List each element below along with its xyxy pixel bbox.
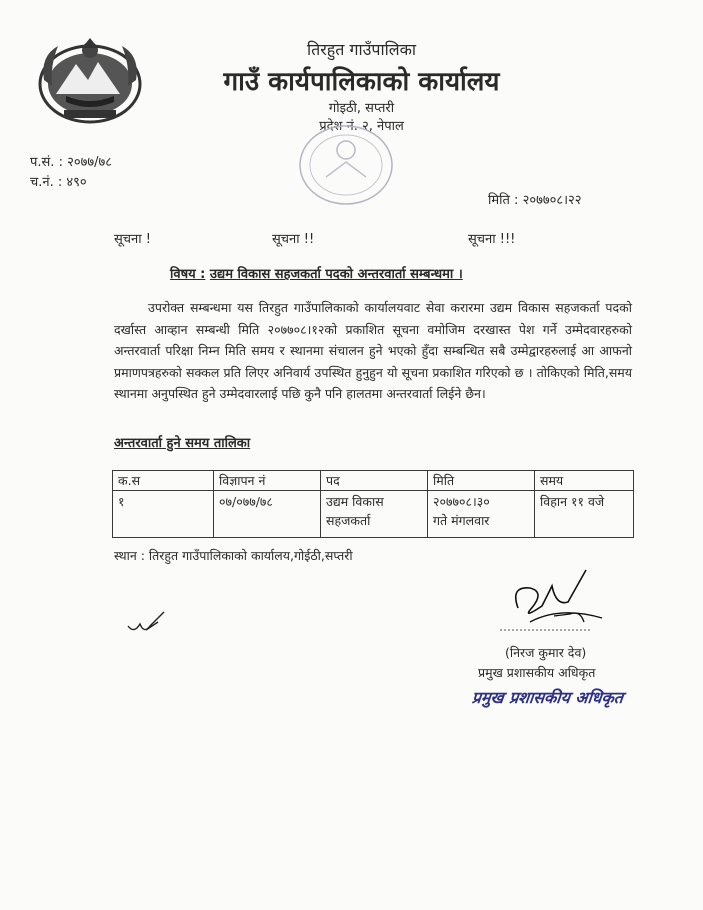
cell-time: विहान ११ वजे [535, 491, 634, 538]
office-title: गाउँ कार्यपालिकाको कार्यालय [223, 67, 500, 97]
date-line-1: २०७७०८।३० [433, 494, 490, 509]
signatory-name: (निरज कुमार देव) [505, 645, 587, 660]
schedule-table [112, 470, 634, 538]
date-line-2: गते मंगलवार [433, 513, 490, 528]
designation-stamp: प्रमुख प्रशासकीय अधिकृत [470, 688, 625, 707]
col-header-time: समय [535, 471, 634, 491]
cell-sn: १ [113, 491, 214, 538]
initial-mark [124, 608, 172, 640]
letter-date: मिति : २०७७०८।२२ [488, 193, 582, 208]
col-header-date: मिति [428, 471, 535, 491]
venue-line: स्थान : तिरहुत गाउँपालिकाको कार्यालय,गोईठी,सप्तरी [114, 548, 353, 563]
dispatch-number: च.नं. : ४९० [30, 175, 87, 190]
col-header-sn: क.स [113, 471, 214, 491]
table-row [113, 491, 634, 538]
municipality-name: तिरहुत गाउँपालिका [306, 40, 417, 59]
signatory-title: प्रमुख प्रशासकीय अधिकृत [478, 665, 596, 680]
cell-post [321, 491, 428, 538]
notice-heading-1: सूचना ! [114, 232, 151, 247]
office-province: प्रदेश नं. २, नेपाल [319, 119, 404, 134]
office-location: गोइठी, सप्तरी [328, 101, 395, 116]
notice-heading-2: सूचना !! [272, 232, 315, 247]
subject-line [170, 264, 463, 282]
col-header-ad-no: विज्ञापन नं [214, 471, 321, 491]
letter-number: प.सं. : २०७७/७८ [30, 155, 113, 170]
subject-label: विषय : [170, 267, 206, 282]
body-paragraph: उपरोक्त सम्बन्धमा यस तिरहुत गाउँपालिकाको कार्यालयवाट सेवा करारमा उद्यम विकास सहजकर्ता पदको दर्खास्त आव्हान सम्बन्धी मिति २०७७०८।१२को प्रकाशित सूचना वमोजिम दरखास्त पेश गर्ने उम्मेदवारहरुको अन्तरवार्ता परिक्षा निम्न मिति समय र स्थानमा संचालन हुने भएको हुँदा सम्बन्धित सबै उम्मेद्वारहरुलाई आ आफनो प्रमाणपत्रहरुको सक्कल प्रति लिएर अनिवार्य उपस्थित हुनुहुन यो सूचना प्रकाशित गरिएको छ । तोकिएको मिति,समय स्थानमा अनुपस्थित हुने उम्मेदवारलाई पछि कुनै पनि हालतमा अन्तरवार्ता लिईने छैन। [114, 300, 632, 401]
signature [490, 566, 620, 636]
subject-text: उद्यम विकास सहजकर्ता पदको अन्तरवार्ता सम्बन्धमा । [209, 267, 463, 282]
office-seal [296, 122, 396, 208]
cell-ad-no: ०७/०७७/७८ [214, 491, 321, 538]
post-line-1: उद्यम विकास [326, 494, 384, 509]
col-header-post: पद [321, 471, 428, 491]
cell-date [428, 491, 535, 538]
notice-heading-3: सूचना !!! [468, 232, 516, 247]
schedule-header-row [113, 471, 634, 491]
post-line-2: सहजकर्ता [326, 513, 371, 528]
schedule-title: अन्तरवार्ता हुने समय तालिका [114, 436, 251, 451]
